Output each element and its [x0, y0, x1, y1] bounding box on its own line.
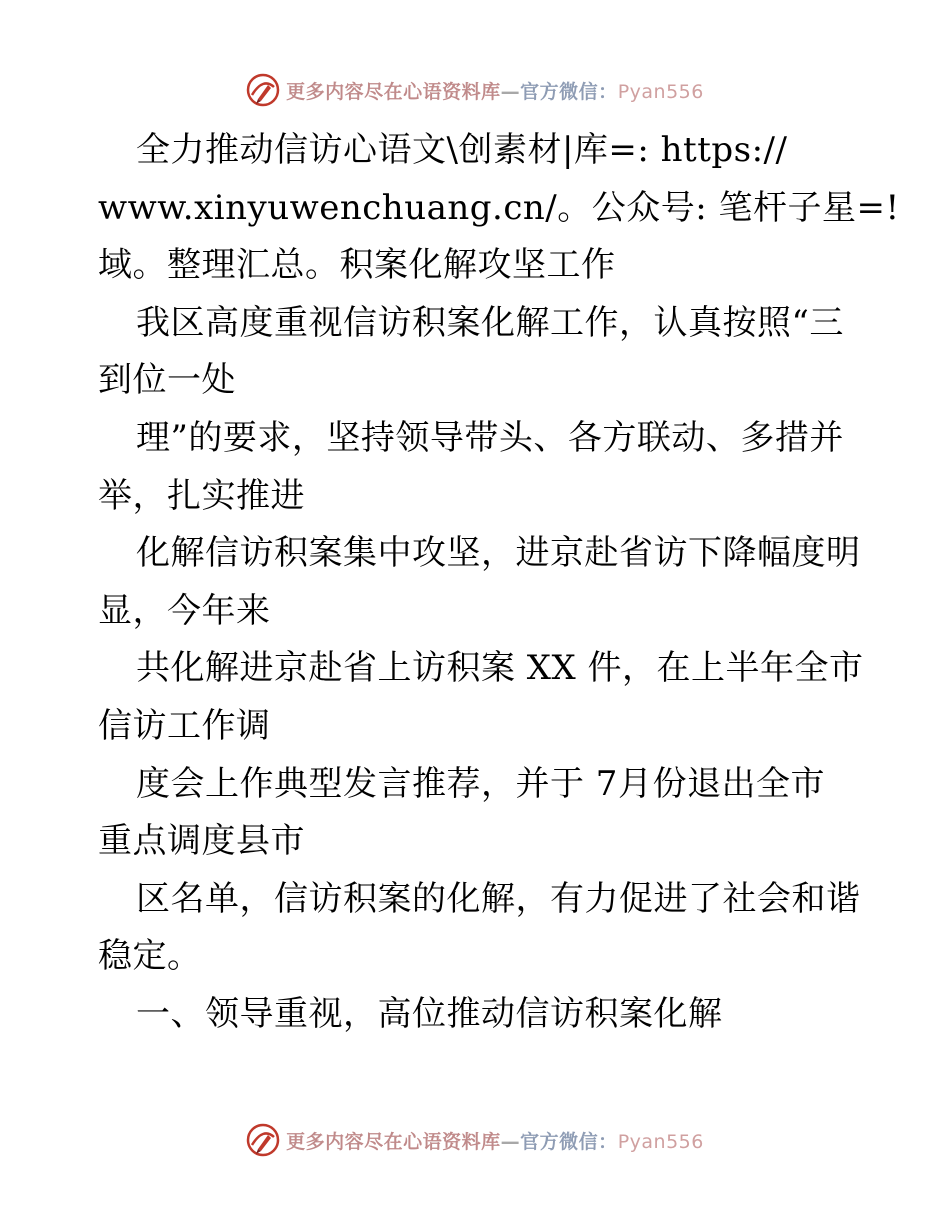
text-line: 显，今年来	[98, 590, 271, 631]
text-line: 信访工作调	[98, 705, 271, 746]
text-line: 稳定。	[98, 936, 202, 977]
section-heading: 一、领导重视，高位推动信访积案化解	[136, 993, 723, 1034]
banner-text	[286, 77, 704, 104]
text-line: 重点调度县市	[98, 821, 305, 862]
banner-title: 更多内容尽在心语资料库	[286, 1130, 501, 1153]
pen-logo-icon	[246, 1123, 280, 1157]
text-line: 共化解进京赴省上访积案 XX 件，在上半年全市	[136, 648, 864, 689]
text-line: 我区高度重视信访积案化解工作，认真按照“三	[136, 302, 844, 343]
text-line: 举，扎实推进	[98, 475, 305, 516]
pen-logo-icon	[246, 73, 280, 107]
text-line: 全力推动信访心语文\创素材|库=: https://	[136, 130, 788, 170]
banner-separator: —	[500, 80, 521, 103]
text-line: 理”的要求，坚持领导带头、各方联动、多措并	[136, 417, 844, 458]
footer-banner	[0, 1120, 950, 1160]
text-line: 度会上作典型发言推荐，并于 7月份退出全市	[136, 763, 825, 804]
banner-separator: —	[500, 1130, 521, 1153]
header-banner	[0, 70, 950, 110]
text-line: 到位一处	[98, 360, 236, 401]
banner-wechat-label: 官方微信：	[520, 1130, 618, 1153]
text-line: www.xinyuwenchuang.cn/。公众号: 笔杆子星=!	[98, 187, 900, 228]
text-line: 化解信访积案集中攻坚，进京赴省访下降幅度明	[136, 533, 861, 574]
text-line: 域。整理汇总。积案化解攻坚工作	[98, 245, 616, 286]
text-line: 区名单，信访积案的化解，有力促进了社会和谐	[136, 878, 861, 919]
banner-wechat-label: 官方微信：	[520, 80, 618, 103]
banner-text	[286, 1127, 704, 1154]
banner-title: 更多内容尽在心语资料库	[286, 80, 501, 103]
banner-wechat-id: Pyan556	[617, 1130, 704, 1153]
banner-wechat-id: Pyan556	[617, 80, 704, 103]
document-body	[98, 122, 900, 1044]
